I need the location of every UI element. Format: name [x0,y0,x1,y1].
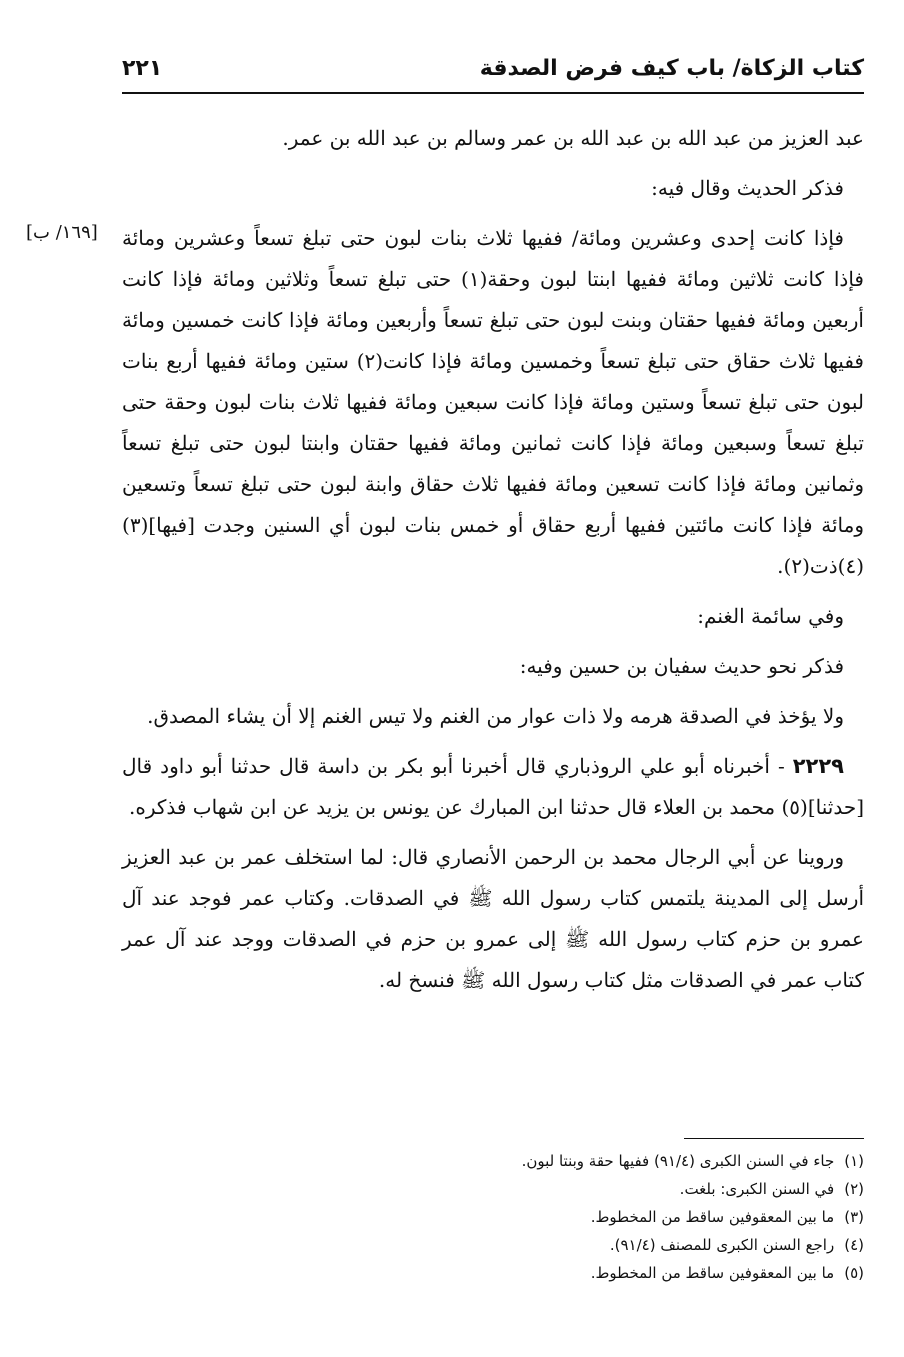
paragraph-5: فذكر نحو حديث سفيان بن حسين وفيه: [519,654,844,678]
footnote-5 [122,1259,864,1287]
paragraph-3: فإذا كانت إحدى وعشرين ومائة/ ففيها ثلاث بنات لبون حتى تبلغ تسعاً وعشرين ومائة فإذا كانت ثلاثين ومائة ففيها ابنتا لبون وحقة(١) حتى تبلغ تسعاً وثلاثين ومائة فإذا كانت أربعين ومائة ففيها حقتان وبنت لبون حتى تبلغ تسعاً وأربعين ومائة فإذا كانت خمسين ومائة ففيها ثلاث حقاق حتى تبلغ تسعاً وخمسين ومائة فإذا كانت(٢) ستين ومائة ففيها أربع بنات لبون حتى تبلغ تسعاً وستين ومائة فإذا كانت سبعين ومائة ففيها ثلاث بنات لبون وحقة حتى تبلغ تسعاً وسبعين ومائة فإذا كانت ثمانين ومائة ففيها حقتان وابنتا لبون حتى تبلغ تسعاً وثمانين ومائة فإذا كانت تسعين ومائة ففيها ثلاث حقاق وابنة لبون حتى تبلغ تسعاً وتسعين ومائة فإذا كانت مائتين ففيها أربع حقاق أو خمس بنات لبون أي السنين وجدت [فيها](٣) (٤)ذت(٢). [122,226,864,578]
paragraph-1: عبد العزيز من عبد الله بن عبد الله بن عمر وسالم بن عبد الله بن عمر. [282,126,864,150]
chapter-title: كتاب الزكاة/ باب كيف فرض الصدقة [479,56,864,81]
footnote-number: (٣) [844,1208,864,1226]
footnote-text: راجع السنن الكبرى للمصنف (٩١/٤). [609,1236,835,1254]
page-number: ٢٢١ [122,56,163,81]
footnote-number: (٤) [844,1236,864,1254]
hadith-number: ٢٢٢٩ [792,754,845,778]
footnote-separator [684,1138,864,1139]
footnote-1 [122,1147,864,1175]
footnotes [122,1147,864,1287]
paragraph-7: - أخبرناه أبو علي الروذباري قال أخبرنا أبو بكر بن داسة قال حدثنا أبو داود قال [حدثنا](٥) محمد بن العلاء قال حدثنا ابن المبارك عن يونس بن يزيد عن ابن شهاب فذكره. [122,754,864,819]
paragraph-2: فذكر الحديث وقال فيه: [651,176,844,200]
footnote-text: ما بين المعقوفين ساقط من المخطوط. [590,1208,835,1226]
footnote-4 [122,1231,864,1259]
footnote-2 [122,1175,864,1203]
footnote-number: (٥) [844,1264,864,1282]
paragraph-8: وروينا عن أبي الرجال محمد بن الرحمن الأنصاري قال: لما استخلف عمر بن عبد العزيز أرسل إلى المدينة يلتمس كتاب رسول الله ﷺ في الصدقات. وكتاب عمر فوجد عند آل عمرو بن حزم كتاب رسول الله ﷺ إلى عمرو بن حزم في الصدقات ووجد عند آل عمر كتاب عمر في الصدقات مثل كتاب رسول الله ﷺ فنسخ له. [122,845,864,992]
running-header [122,48,864,94]
footnote-3 [122,1203,864,1231]
paragraph-6: ولا يؤخذ في الصدقة هرمه ولا ذات عوار من الغنم ولا تيس الغنم إلا أن يشاء المصدق. [147,704,844,728]
footnote-text: في السنن الكبرى: بلغت. [679,1180,835,1198]
footnote-number: (٢) [844,1180,864,1198]
hadith-paragraph [122,746,864,828]
main-text [122,118,864,1010]
manuscript-folio-marker: [١٦٩/ ب] [26,222,98,243]
footnote-text: جاء في السنن الكبرى (٩١/٤) ففيها حقة وبنتا لبون. [521,1152,835,1170]
footnote-text: ما بين المعقوفين ساقط من المخطوط. [590,1264,835,1282]
footnote-number: (١) [844,1152,864,1170]
paragraph-4: وفي سائمة الغنم: [697,604,844,628]
